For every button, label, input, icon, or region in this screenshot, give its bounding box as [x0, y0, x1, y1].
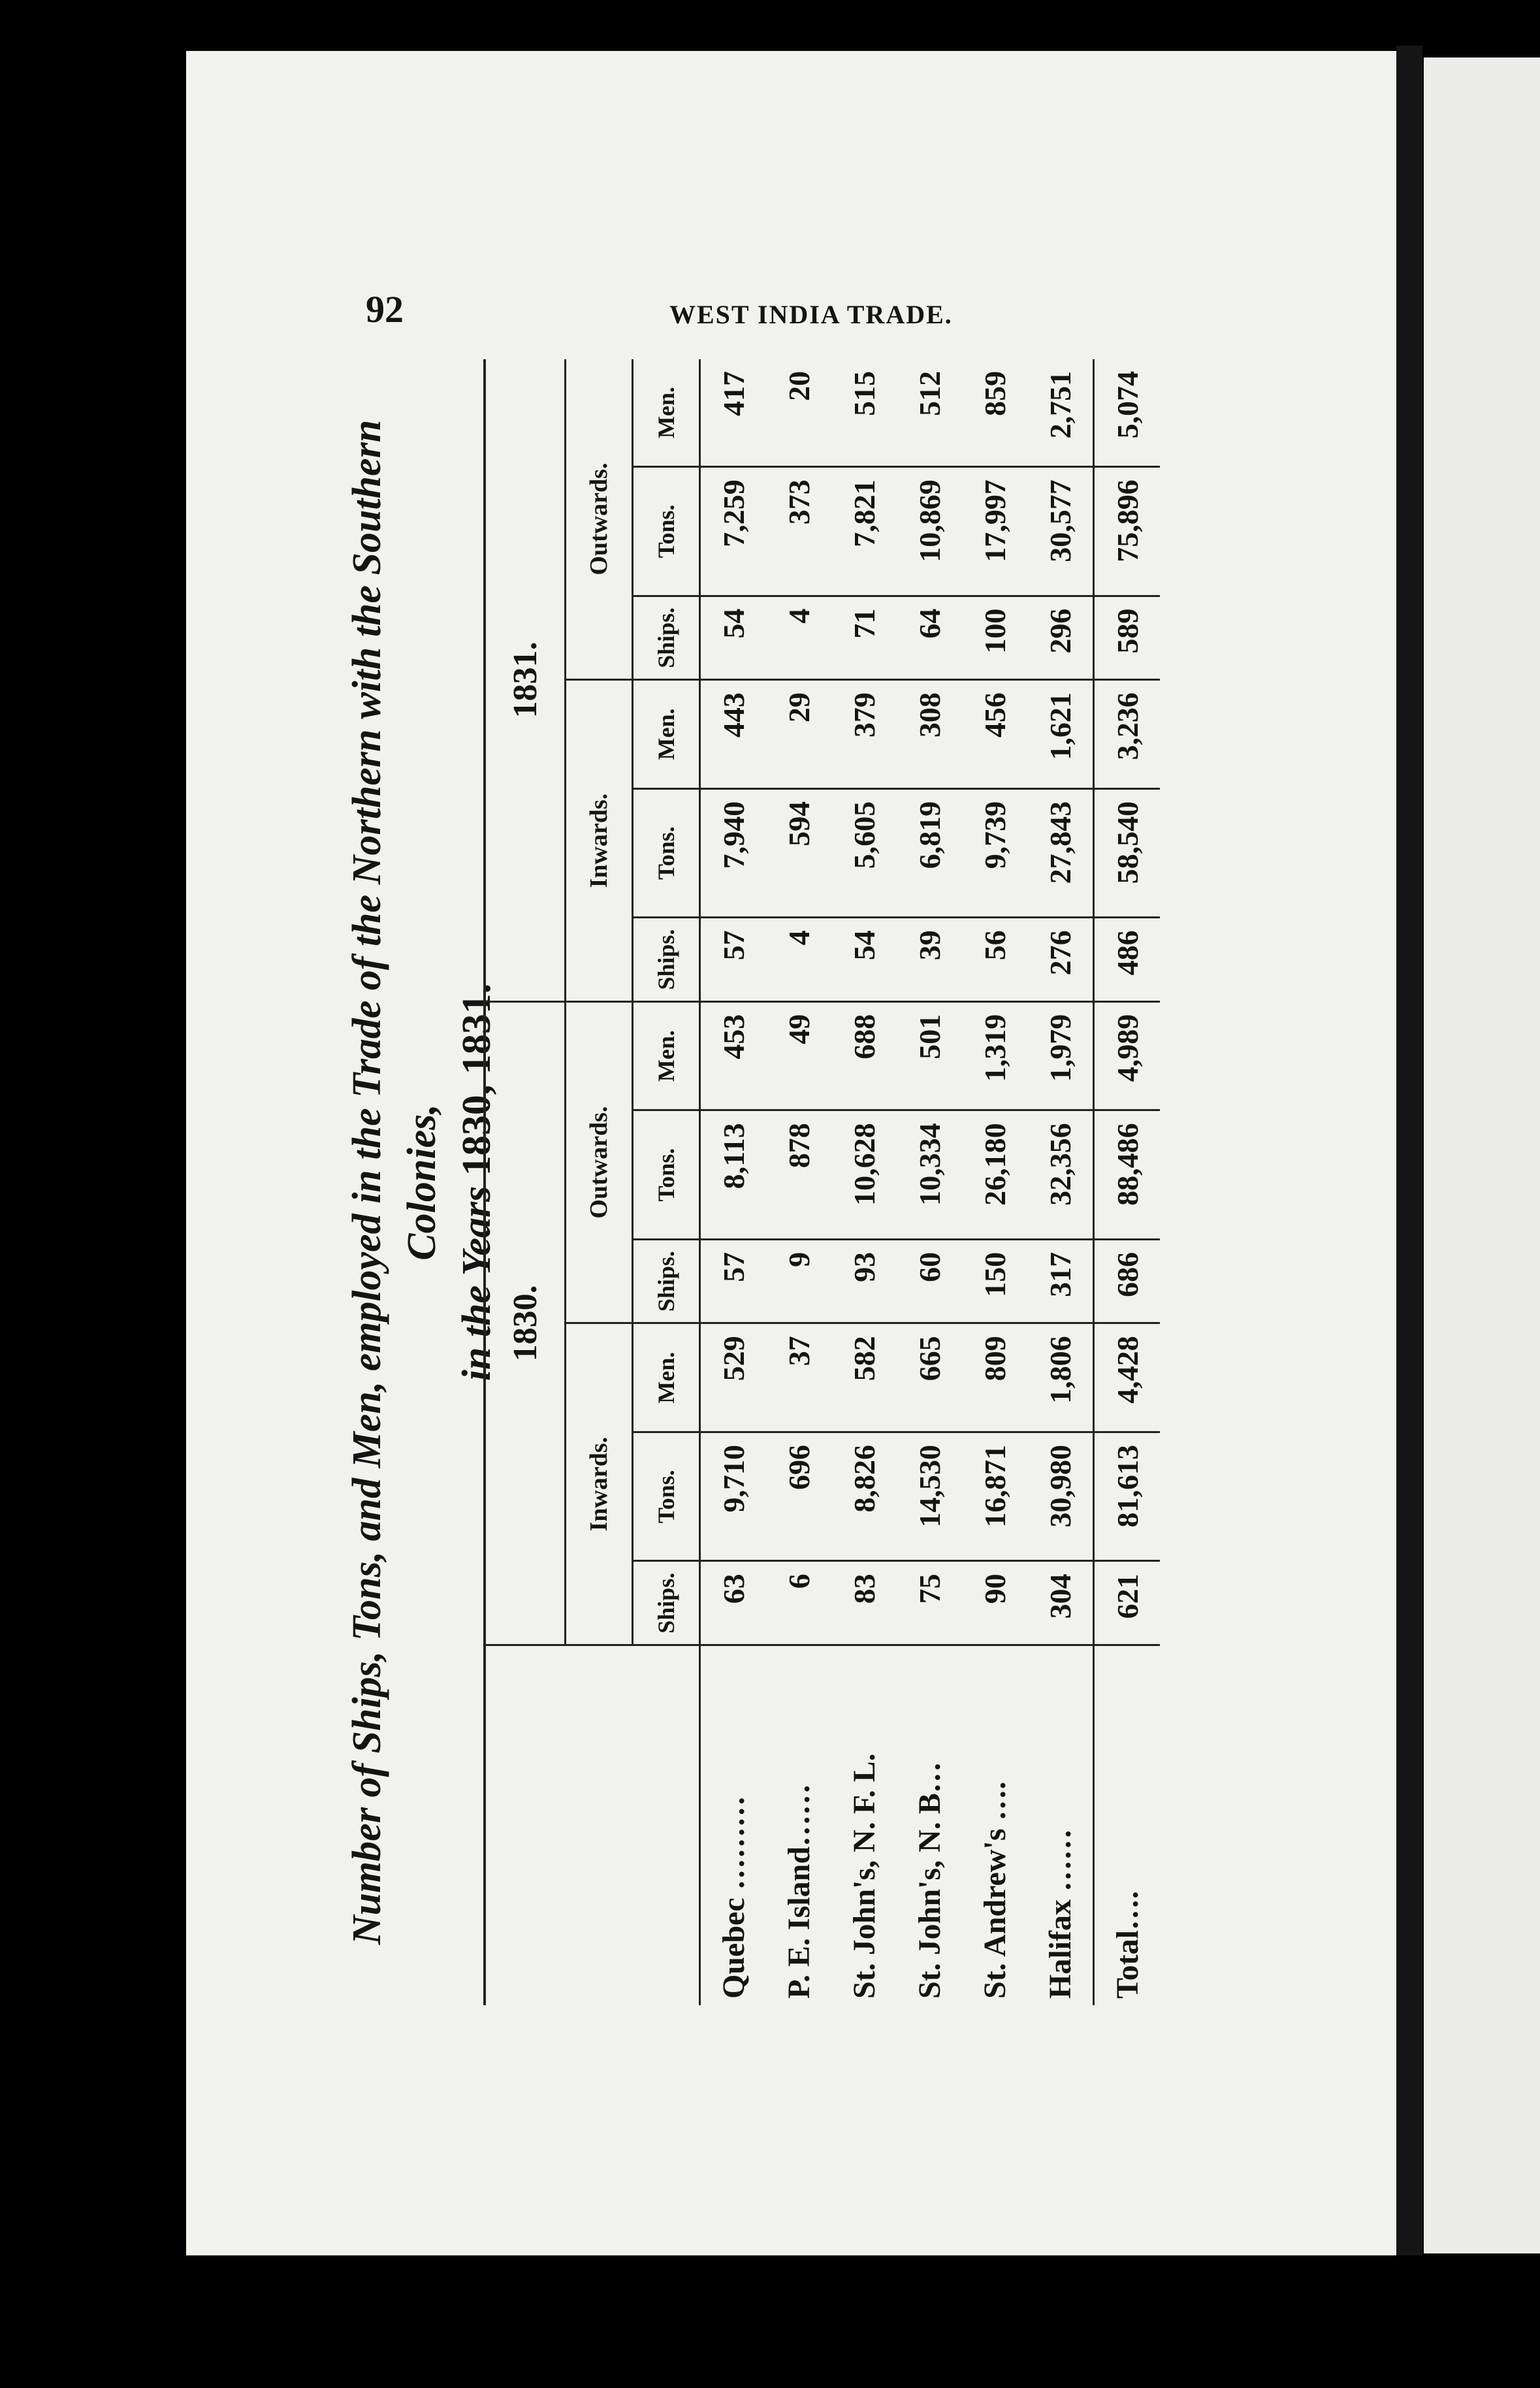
- table-cell: 515: [831, 359, 897, 467]
- table-cell: 859: [962, 359, 1027, 467]
- table-cell: 58,540: [1094, 788, 1161, 917]
- table-cell: 10,334: [897, 1110, 962, 1239]
- table-cell: 57: [700, 1239, 767, 1323]
- table-cell: 276: [1027, 918, 1094, 1002]
- table-cell: 10,869: [897, 467, 962, 596]
- rotated-table-block: [327, 359, 1287, 2005]
- column-header: Tons.: [633, 1110, 700, 1239]
- table-cell: 64: [897, 596, 962, 680]
- table-cell: 37: [766, 1323, 831, 1432]
- scan-border: [0, 2255, 1540, 2388]
- page-number: 92: [366, 288, 404, 331]
- table-cell: 81,613: [1094, 1432, 1161, 1561]
- table-cell: 1,979: [1027, 1001, 1094, 1110]
- table-cell: 5,605: [831, 788, 897, 917]
- table-cell: 32,356: [1027, 1110, 1094, 1239]
- table-cell: 9: [766, 1239, 831, 1323]
- table-cell: 304: [1027, 1561, 1094, 1645]
- column-header: Tons.: [633, 467, 700, 596]
- table-cell: 665: [897, 1323, 962, 1432]
- caption-line-1: Number of Ships, Tons, and Men, employed in the Trade of the Northern with the Southern Colonies,: [345, 419, 444, 1945]
- table-cell: 54: [700, 596, 767, 680]
- table-cell: 16,871: [962, 1432, 1027, 1561]
- table-cell: 54: [831, 918, 897, 1002]
- place-name: P. E. Island……: [781, 1783, 816, 1999]
- table-cell: 4,989: [1094, 1001, 1161, 1110]
- table-cell: 1,319: [962, 1001, 1027, 1110]
- caption-line-2-italic: in the Years: [455, 1186, 499, 1381]
- column-header: Men.: [633, 359, 700, 467]
- direction-header: Outwards.: [566, 1001, 633, 1323]
- table-cell: 29: [766, 680, 831, 789]
- column-header: Tons.: [633, 1432, 700, 1561]
- table-cell: 5,074: [1094, 359, 1161, 467]
- direction-header: Outwards.: [566, 359, 633, 680]
- table-cell: 9,710: [700, 1432, 767, 1561]
- table-cell: 4: [766, 596, 831, 680]
- table-cell: 686: [1094, 1239, 1161, 1323]
- table-cell: 26,180: [962, 1110, 1027, 1239]
- table-cell: 878: [766, 1110, 831, 1239]
- table-cell: 88,486: [1094, 1110, 1161, 1239]
- table-cell: 379: [831, 680, 897, 789]
- table-cell: 27,843: [1027, 788, 1094, 917]
- table-cell: 14,530: [897, 1432, 962, 1561]
- table-cell: 6,819: [897, 788, 962, 917]
- table-cell: 486: [1094, 918, 1161, 1002]
- table-cell: 501: [897, 1001, 962, 1110]
- shipping-table: [483, 359, 1160, 2005]
- table-cell: 71: [831, 596, 897, 680]
- place-name: St. John's, N. F. L.: [846, 1753, 882, 1999]
- table-cell: 60: [897, 1239, 962, 1323]
- table-cell: 6: [766, 1561, 831, 1645]
- column-header: Ships.: [633, 1561, 700, 1645]
- table-cell: 150: [962, 1239, 1027, 1323]
- year-header-1831: 1831.: [485, 359, 566, 1001]
- table-row: [831, 359, 897, 2005]
- place-name: Total….: [1094, 1645, 1161, 2006]
- table-cell: 63: [700, 1561, 767, 1645]
- table-cell: 4: [766, 918, 831, 1002]
- column-header: Ships.: [633, 1239, 700, 1323]
- table-cell: 1,621: [1027, 680, 1094, 789]
- table-cell: 20: [766, 359, 831, 467]
- table-cell: 308: [897, 680, 962, 789]
- table-cell: 456: [962, 680, 1027, 789]
- column-header: Men.: [633, 1323, 700, 1432]
- total-row: [1094, 359, 1161, 2005]
- table-row: [1027, 359, 1094, 2005]
- table-cell: 17,997: [962, 467, 1027, 596]
- table-body: [700, 359, 1161, 2005]
- table-cell: 93: [831, 1239, 897, 1323]
- table-cell: 100: [962, 596, 1027, 680]
- table-cell: 1,806: [1027, 1323, 1094, 1432]
- running-head: WEST INDIA TRADE.: [669, 300, 953, 329]
- caption-line-2-years: 1830, 1831.: [455, 983, 499, 1176]
- table-cell: 594: [766, 788, 831, 917]
- table-cell: 49: [766, 1001, 831, 1110]
- place-name: Halifax ……: [1042, 1829, 1078, 1999]
- table-cell: 373: [766, 467, 831, 596]
- table-cell: 7,940: [700, 788, 767, 917]
- table-cell: 90: [962, 1561, 1027, 1645]
- table-cell: 3,236: [1094, 680, 1161, 789]
- table-cell: 529: [700, 1323, 767, 1432]
- table-row: [766, 359, 831, 2005]
- place-name: Quebec ………: [716, 1796, 751, 1999]
- table-cell: 417: [700, 359, 767, 467]
- table-cell: 7,821: [831, 467, 897, 596]
- place-name: St. John's, N. B…: [912, 1762, 947, 1999]
- table-cell: 9,739: [962, 788, 1027, 917]
- place-name: St. Andrew's ….: [977, 1781, 1012, 1999]
- table-cell: 688: [831, 1001, 897, 1110]
- table-cell: 7,259: [700, 467, 767, 596]
- table-cell: 10,628: [831, 1110, 897, 1239]
- table-caption: [340, 359, 504, 2005]
- year-header-1830: 1830.: [485, 1001, 566, 1645]
- table-cell: 512: [897, 359, 962, 467]
- table-cell: 809: [962, 1323, 1027, 1432]
- table-cell: 8,113: [700, 1110, 767, 1239]
- table-cell: 30,577: [1027, 467, 1094, 596]
- place-column-header: [485, 1645, 700, 2006]
- table-cell: 75: [897, 1561, 962, 1645]
- table-row: [962, 359, 1027, 2005]
- direction-header: Inwards.: [566, 680, 633, 1002]
- table-cell: 30,980: [1027, 1432, 1094, 1561]
- table-cell: 56: [962, 918, 1027, 1002]
- table-row: [897, 359, 962, 2005]
- table-cell: 443: [700, 680, 767, 789]
- table-cell: 589: [1094, 596, 1161, 680]
- table-cell: 296: [1027, 596, 1094, 680]
- column-header: Ships.: [633, 918, 700, 1002]
- column-header: Tons.: [633, 788, 700, 917]
- table-cell: 582: [831, 1323, 897, 1432]
- direction-header: Inwards.: [566, 1323, 633, 1645]
- table-cell: 2,751: [1027, 359, 1094, 467]
- table-cell: 75,896: [1094, 467, 1161, 596]
- table-cell: 621: [1094, 1561, 1161, 1645]
- table-cell: 317: [1027, 1239, 1094, 1323]
- table-cell: 4,428: [1094, 1323, 1161, 1432]
- facing-page-edge: [1424, 57, 1540, 2253]
- table-row: [700, 359, 767, 2005]
- table-cell: 696: [766, 1432, 831, 1561]
- book-gutter: [1396, 46, 1422, 2260]
- table-cell: 57: [700, 918, 767, 1002]
- table-cell: 83: [831, 1561, 897, 1645]
- table-cell: 453: [700, 1001, 767, 1110]
- column-header: Men.: [633, 1001, 700, 1110]
- table-cell: 39: [897, 918, 962, 1002]
- table-cell: 8,826: [831, 1432, 897, 1561]
- column-header: Men.: [633, 680, 700, 789]
- column-header: Ships.: [633, 596, 700, 680]
